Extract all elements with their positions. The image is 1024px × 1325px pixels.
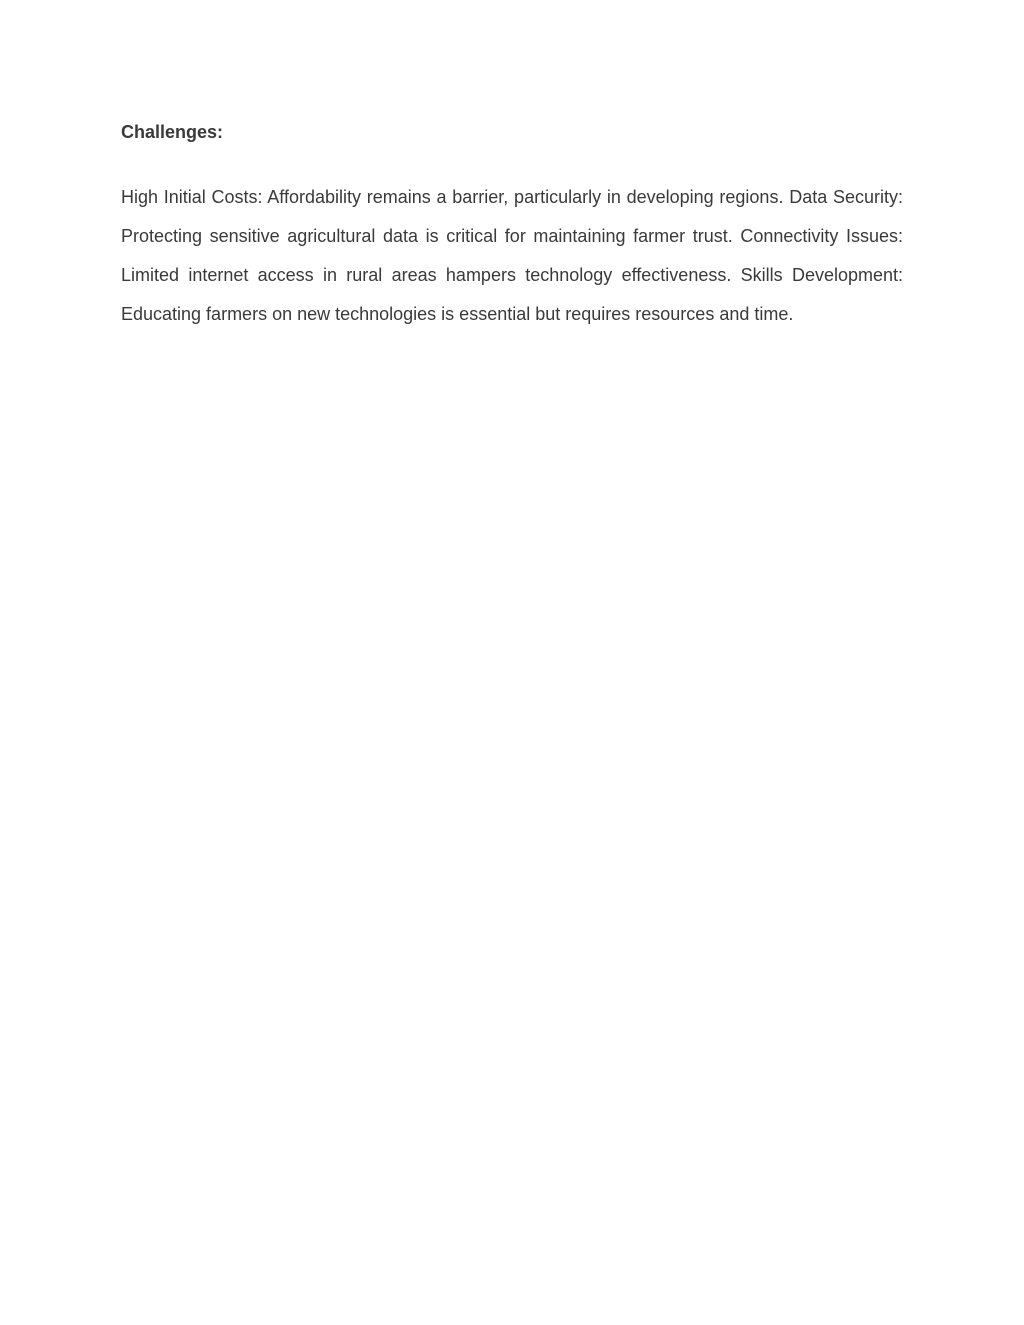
section-heading: Challenges:: [121, 122, 224, 142]
document-content: [121, 119, 903, 334]
body-paragraph: High Initial Costs: Affordability remains a barrier, particularly in developing regions. Data Security: Protecting sensitive agricultural data is critical for maintaining farmer trust. Connectivity Issues: Limited internet access in rural areas hampers technology effectiveness. Skills Development: Educating farmers on new technologies is essential but requires resources and time.: [121, 187, 903, 324]
